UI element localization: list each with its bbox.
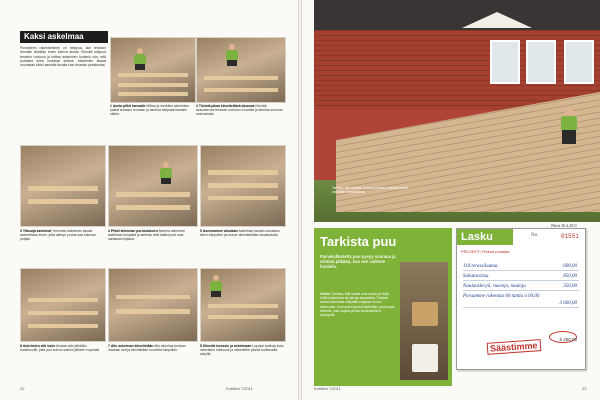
spine-gutter <box>298 0 302 400</box>
step-7-caption: 7 Alin askelman kiinnitetään Alin askelma tuetaan maahan asti ja kiinnitetään ruuveilla tukipuihin. <box>108 344 186 353</box>
step-6-photo <box>20 268 106 342</box>
invoice-date: Päivä 20.4.2011 <box>551 223 577 228</box>
window <box>526 40 556 84</box>
box-title: Tarkista puu <box>320 234 397 249</box>
hero-caption: Tarkista, että terassin reuna on suora ja tukeva ennen portaiden rakentamista. <box>332 186 408 194</box>
step-7-photo <box>108 268 198 342</box>
invoice-row: 110 terassilautaa 600,00 <box>463 264 577 269</box>
step-6-caption: 6 Askelmien alle tulee Alustan alle jätetään tuuletusväli, jotta puu kuivuu sateen jälkeen nopeasti. <box>20 344 101 353</box>
invoice-number: 01551 <box>560 233 579 240</box>
worker-figure <box>225 44 239 66</box>
savings-stamp: Säästimme <box>487 339 541 355</box>
step-2-caption: 2 Tiivistä jakaa kiinnitettävä alusmat Kiinnitä alusrakenne terassin runkoon ruuveilla ja tarkista suoruus vesivaa'alla. <box>196 104 283 117</box>
step-5-caption: 5 Asennamme alustaan Askelman laudat ruuvataan kiinni tukipuihin ja reunat viimeistellään otsalaudalla. <box>200 229 280 238</box>
invoice-row: Sahatavaraa 850,00 <box>463 274 577 279</box>
magazine-issue-right: Kotiliesi 7/2011 <box>314 386 341 391</box>
step-8-caption: 8 Kiinnitä terassin ja askelmaan Lopuksi tarkista koko rakenteen tukevuus ja viimeistele pinnat kuultavalla sävyllä. <box>200 344 284 357</box>
step-2-photo <box>196 37 286 103</box>
window <box>490 40 520 84</box>
hero-photo-terrace <box>314 0 600 222</box>
page-number-left: 22 <box>20 386 25 391</box>
worker-figure <box>133 48 147 70</box>
window <box>564 40 594 84</box>
magazine-issue-left: Kotiliesi 7/2011 <box>226 386 253 391</box>
invoice-row: Poraamme rakentaa 60 tuntia à 60,00 3 600,00 <box>463 294 577 306</box>
step-4-caption: 4 Pilkki alemman porrastuksen Asenna alemman askelman tukipalat ja tarkista, että kaikki puut ovat samassa linjassa. <box>108 229 185 242</box>
invoice-title: Lasku <box>457 229 513 245</box>
worker-figure <box>159 162 173 184</box>
box-lead: Painekyllästetty puu pysyy suorana ja siistinä pitkään, kun sen valitsee huolella. <box>320 254 396 270</box>
step-4-photo <box>108 145 198 227</box>
brick-wall <box>314 30 600 110</box>
step-1-photo <box>110 37 196 103</box>
right-page <box>300 0 600 400</box>
intro-text: Porrasteen rakentaminen on helppoa, kun terassin reunalle tehdään ensin tukeva alusta. Kiinnitä tukipuut terassin runkoon ja mittaa askelmien korkeus niin, että portaista tulee mukavat kulkea. Askelmien laudat ruuvataan kiinni samalla tavalla kuin terassin pintalaudat. <box>20 46 106 68</box>
step-3-caption: 3 Yläsarja askelmat Ylemmän askelman laudat asennetaan ensin, jotta alempi porras saa tukevan pohjan. <box>20 229 96 242</box>
worker-figure <box>209 275 223 297</box>
invoice-number-label: No. <box>531 233 539 238</box>
step-1-caption: 1 Aseta pilkit kannalle Mittaa ja merkitse askelmien paikat terassin reunaan ja asenna tukipalat tasaisin välein. <box>110 104 190 117</box>
page-number-right: 23 <box>582 386 587 391</box>
invoice-project: PROJEKTI Terassi portailla <box>461 249 510 254</box>
box-body: Vinkki: Tarkista, että laudat ovat suoria ja ehjiä. Vältä halkeilevia tai kieroja kappaleita. Puhtaat laudat kannattaa säilyttää suojassa ennen asennusta. Kuivuneet laudat käsitellään puunsuoja-aineella, joka suojaa pintaa kosteudelta ja auringolta. <box>320 292 396 318</box>
paint-cans-photo <box>400 262 448 380</box>
step-5-photo <box>200 145 286 227</box>
step-8-photo <box>200 268 286 342</box>
house-roof <box>314 0 600 30</box>
invoice-card: Päivä 20.4.2011 Lasku No. 01551 PROJEKTI Terassi portailla 110 terassilautaa 600,00 Sahatavaraa 850,00 Naulauslevyä, ruuveja, nauloja 350,00 Poraamme rakentaa 60 tuntia à 60,00 3 600,00 Säästimme 5 400,00 <box>456 228 586 370</box>
worker-figure <box>560 108 578 144</box>
tarkista-puu-box <box>314 228 452 386</box>
invoice-row: Naulauslevyä, ruuveja, nauloja 350,00 <box>463 284 577 289</box>
section-heading: Kaksi askelmaa <box>20 31 108 43</box>
step-3-photo <box>20 145 106 227</box>
